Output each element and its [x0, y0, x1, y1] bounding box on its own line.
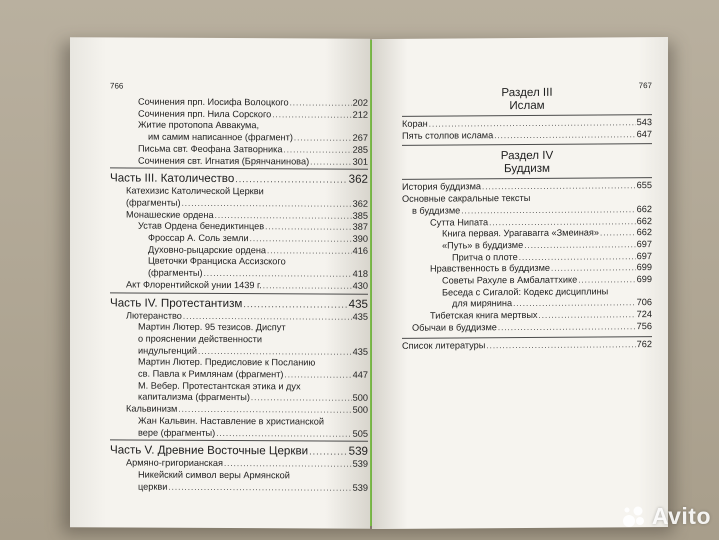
toc-entry — [110, 155, 368, 168]
toc-entry-text: Беседа с Сигалой: Кодекс дисциплины — [442, 286, 609, 298]
leader-dots — [168, 481, 351, 494]
toc-entry-bibliography — [402, 339, 652, 352]
toc-entry-text: Катехизис Католической Церкви — [126, 185, 264, 197]
leader-dots — [250, 233, 352, 245]
toc-entry-page: 697 — [636, 239, 652, 250]
toc-entry-page: 435 — [352, 346, 368, 357]
toc-entry-page: 724 — [636, 309, 652, 320]
toc-entry-page: 390 — [352, 233, 368, 244]
toc-entry-text: капитализма (фрагменты) — [138, 392, 250, 403]
section-4-entries — [402, 180, 652, 334]
toc-entry-page: 285 — [352, 144, 368, 155]
toc-entry-page: 662 — [636, 203, 652, 214]
toc-right — [402, 85, 652, 352]
rule — [110, 292, 368, 294]
toc-entry-text: История буддизма — [402, 181, 482, 193]
toc-entry-page: 385 — [352, 210, 368, 221]
toc-entry-page: 662 — [636, 215, 652, 226]
toc-entry — [110, 481, 368, 494]
leader-dots — [498, 321, 636, 334]
toc-entry — [402, 129, 652, 142]
toc-entry-page: 756 — [636, 320, 652, 332]
leader-dots — [489, 216, 636, 229]
toc-entry-text: Сочинения прп. Нила Сорского — [138, 108, 272, 119]
section-4-number: Раздел IV — [500, 149, 554, 163]
toc-entry-text: Мартин Лютер. Предисловие к Посланию — [138, 356, 316, 368]
toc-entry — [402, 321, 652, 334]
toc-entry-page: 662 — [636, 227, 652, 238]
page-number-right: 767 — [638, 81, 652, 91]
toc-part-heading — [110, 172, 368, 187]
toc-entry-page: 301 — [352, 156, 368, 167]
leader-dots — [182, 198, 352, 211]
leader-dots — [524, 239, 635, 251]
section-4-title: Буддизм — [503, 162, 551, 176]
leader-dots — [224, 458, 352, 470]
leader-dots — [294, 132, 352, 144]
leader-dots — [539, 309, 636, 321]
leader-dots — [551, 263, 636, 275]
toc-entry-text: Письма свт. Феофана Затворника — [138, 143, 283, 155]
toc-entry-page: 500 — [352, 404, 368, 415]
leader-dots — [486, 339, 635, 352]
toc-entry-text: Тибетская книга мертвых — [430, 310, 538, 321]
leader-dots — [283, 144, 351, 156]
toc-entry-page: 697 — [636, 250, 652, 261]
avito-watermark — [621, 503, 711, 530]
leader-dots — [267, 245, 352, 257]
toc-entry — [110, 427, 368, 440]
toc-entry-text: Акт Флорентийской унии 1439 г. — [126, 279, 262, 291]
toc-entry-text: «Путь» в буддизме — [442, 239, 524, 251]
toc-entry-page: 543 — [636, 117, 652, 128]
toc-entry-text: Часть IV. Протестантизм — [110, 295, 243, 310]
toc-entry-page: 430 — [352, 280, 368, 291]
rule — [110, 168, 368, 170]
toc-entry-page: 655 — [636, 180, 652, 191]
leader-dots — [243, 297, 347, 312]
section-3-title: Ислам — [509, 98, 545, 113]
toc-entry-text: Книга первая. Урагавагга «Змеиная» — [442, 227, 599, 239]
toc-entry-text: индульгенций — [138, 345, 197, 356]
toc-entry-page: 539 — [352, 458, 368, 470]
toc-entry-text: для мирянина — [452, 298, 513, 309]
leader-dots — [513, 298, 636, 311]
toc-entry-text: (фрагменты) — [148, 267, 203, 279]
leader-dots — [183, 310, 352, 323]
toc-entry-text: Часть III. Католичество — [110, 171, 235, 186]
leader-dots — [284, 369, 351, 381]
toc-entry-text: в буддизме — [412, 205, 461, 216]
leader-dots — [600, 227, 636, 239]
toc-entry-page: 505 — [352, 428, 368, 439]
toc-entry-text: Устав Ордена бенедиктинцев — [138, 220, 265, 232]
toc-entry-text: Армяно-григорианская — [126, 457, 223, 469]
toc-entry-text: им самим написанное (фрагмент) — [148, 131, 293, 143]
leader-dots — [578, 274, 635, 286]
toc-entry-text: Кальвинизм — [126, 403, 178, 414]
toc-entry-text: Сочинения прп. Иосифа Волоцкого — [138, 96, 289, 108]
leader-dots — [251, 393, 352, 405]
toc-entry-text: Притча о плоте — [452, 251, 518, 263]
leader-dots — [215, 210, 352, 222]
page-number-left: 766 — [110, 81, 124, 91]
leader-dots — [310, 156, 352, 168]
toc-entry-text: Цветочки Франциска Ассизского — [148, 256, 286, 267]
toc-entry-page: 418 — [352, 268, 368, 279]
rule — [402, 143, 652, 146]
section-3-number: Раздел III — [501, 85, 553, 100]
toc-entry-page: 202 — [352, 97, 368, 108]
toc-entry — [402, 180, 652, 193]
toc-entry-text: Духовно-рыцарские ордена — [148, 244, 267, 255]
toc-left — [110, 96, 368, 494]
toc-entry-page: 500 — [352, 393, 368, 404]
toc-entry-text: Часть V. Древние Восточные Церкви — [110, 443, 309, 458]
toc-entry-page: 362 — [348, 172, 368, 186]
toc-entry-page: 416 — [352, 245, 368, 256]
toc-entry — [402, 274, 652, 287]
leader-dots — [265, 222, 352, 234]
toc-entry-page: 539 — [348, 444, 368, 459]
right-page — [372, 37, 668, 529]
toc-entry-text: Пять столпов ислама — [402, 129, 494, 141]
toc-entry-page: 435 — [348, 297, 368, 311]
toc-entry-page: 539 — [352, 482, 368, 493]
toc-entry-text: (фрагменты) — [126, 197, 181, 208]
toc-entry-text: Коран — [402, 118, 428, 129]
toc-part-heading — [110, 444, 368, 459]
leader-dots — [309, 445, 348, 459]
leader-dots — [178, 404, 351, 417]
toc-entry-page: 699 — [636, 262, 652, 273]
toc-entry-text: церкви — [138, 481, 168, 492]
toc-entry-text: Советы Рахуле в Амбалаттхике — [442, 274, 578, 286]
leader-dots — [235, 172, 347, 187]
leader-dots — [204, 268, 352, 280]
toc-entry-text: Сутта Нипата — [430, 216, 489, 228]
toc-entry-text: о прояснении действенности — [138, 333, 262, 345]
leader-dots — [494, 129, 635, 142]
toc-entry-page: 706 — [636, 297, 652, 308]
toc-entry-text: Никейский символ веры Армянской — [138, 469, 290, 481]
leader-dots — [519, 251, 636, 264]
rule — [110, 440, 368, 442]
toc-entry-text: Монашеские ордена — [126, 209, 214, 220]
toc-entry-page: 447 — [352, 369, 368, 380]
toc-entry-page: 362 — [352, 198, 368, 209]
toc-entry-text: Житие протопопа Аввакума, — [138, 119, 260, 131]
toc-entry-text: Обычаи в буддизме — [412, 322, 497, 333]
toc-entry-text: св. Павла к Римлянам (фрагмент) — [138, 368, 284, 380]
toc-entry-text: Лютеранство — [126, 310, 182, 321]
toc-entry-page: 387 — [352, 222, 368, 233]
leader-dots — [198, 346, 352, 359]
toc-entry-page: 647 — [636, 128, 652, 139]
leader-dots — [263, 280, 352, 292]
toc-entry-page: 267 — [352, 132, 368, 143]
toc-entry-text: Мартин Лютер. 95 тезисов. Диспут — [138, 321, 286, 333]
toc-entry-page: 762 — [636, 338, 652, 349]
leader-dots — [216, 428, 351, 440]
toc-entry-text: вере (фрагменты) — [138, 427, 216, 438]
avito-logo-icon — [621, 504, 647, 530]
toc-part-heading — [110, 296, 368, 311]
toc-entry-text: Сочинения свт. Игнатия (Брянчанинова) — [138, 155, 310, 166]
toc-entry — [110, 279, 368, 292]
toc-entry-text: Фроссар А. Соль земли — [148, 232, 249, 244]
toc-entry-page: 212 — [352, 109, 368, 120]
watermark-text: Avito — [651, 503, 711, 529]
leader-dots — [290, 97, 352, 109]
toc-entry-page: 699 — [636, 274, 652, 285]
toc-entry-text: Список литературы — [402, 339, 486, 351]
leader-dots — [272, 109, 351, 121]
left-page — [70, 37, 370, 529]
leader-dots — [482, 181, 636, 194]
section-3-entries — [402, 117, 652, 142]
toc-entry-page: 435 — [352, 311, 368, 322]
toc-entry-text: М. Вебер. Протестантская этика и дух — [138, 380, 301, 392]
toc-entry-text: Основные сакральные тексты — [402, 193, 531, 204]
toc-entry-text: Нравственность в буддизме — [430, 263, 550, 274]
toc-entry-text: Жан Кальвин. Наставление в христианской — [138, 415, 325, 427]
